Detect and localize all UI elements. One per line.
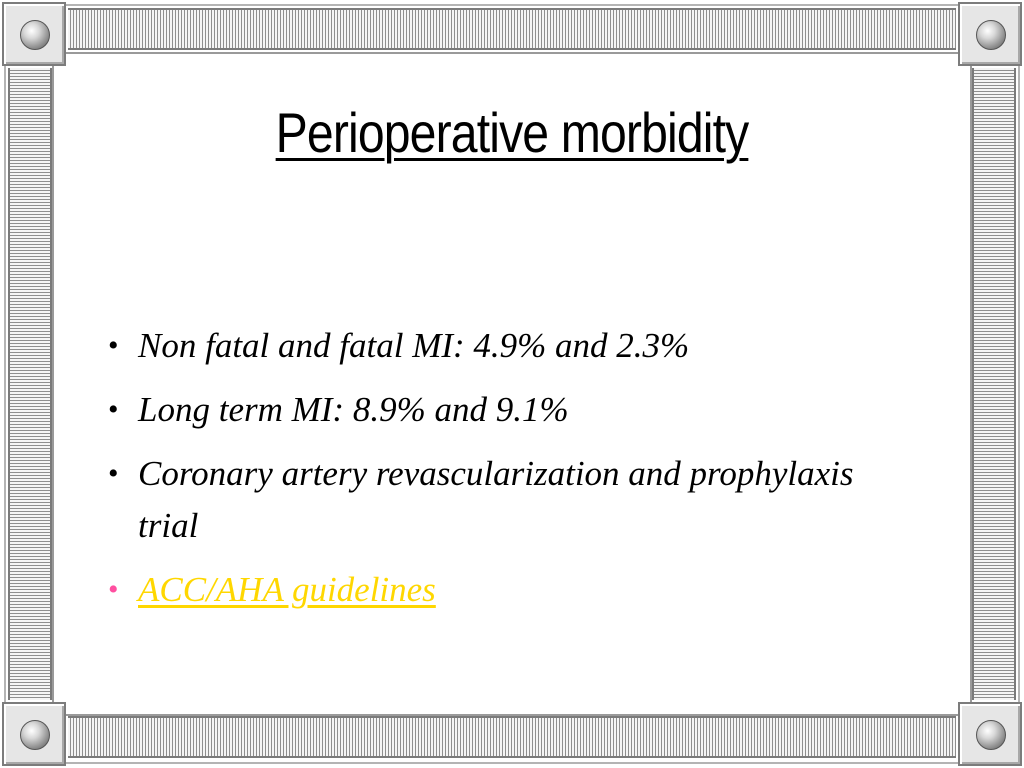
bullet-text: Long term MI: 8.9% and 9.1%: [138, 390, 569, 429]
corner-bottom-left: [2, 702, 66, 766]
corner-top-right: [958, 2, 1022, 66]
guidelines-link[interactable]: ACC/AHA guidelines: [138, 570, 436, 609]
frame-bar-bottom: [68, 716, 956, 758]
bullet-text: Non fatal and fatal MI: 4.9% and 2.3%: [138, 326, 690, 365]
bullet-text: Coronary artery revascularization and prophylaxis trial: [138, 454, 854, 545]
frame-bar-left: [8, 68, 52, 700]
bullet-dot: •: [108, 393, 119, 426]
corner-bottom-right: [958, 702, 1022, 766]
frame-bar-top: [68, 8, 956, 50]
slide-title-text: Perioperative morbidity: [275, 101, 749, 164]
corner-top-left: [2, 2, 66, 66]
bullet-item-link[interactable]: [108, 564, 868, 616]
bolt-icon: [20, 20, 50, 50]
bullet-item: [108, 384, 868, 436]
bullet-dot: •: [108, 329, 119, 362]
slide-title: [72, 100, 953, 165]
bullet-item: [108, 320, 868, 372]
bolt-icon: [976, 20, 1006, 50]
bullet-list: [108, 320, 868, 628]
bullet-item: [108, 448, 868, 552]
bolt-icon: [20, 720, 50, 750]
frame-bar-right: [972, 68, 1016, 700]
bolt-icon: [976, 720, 1006, 750]
bullet-dot: •: [108, 457, 119, 490]
bullet-dot: •: [108, 573, 119, 606]
